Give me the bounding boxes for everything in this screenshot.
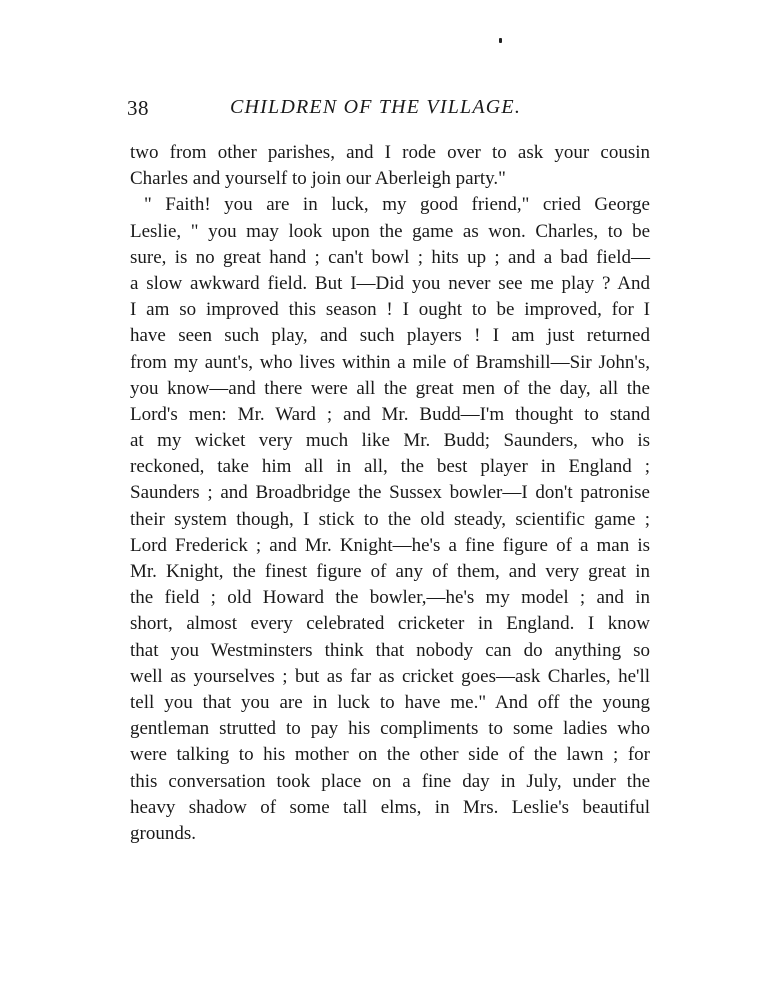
text-line: tell you that you are in luck to have me." And off the young: [130, 691, 650, 713]
text-line: reckoned, take him all in all, the best player in England ;: [130, 456, 650, 478]
body-text: [130, 140, 650, 847]
text-line: were talking to his mother on the other side of the lawn ; for: [130, 744, 650, 766]
text-line: short, almost every celebrated cricketer in England. I know: [130, 613, 650, 635]
text-line: Mr. Knight, the finest figure of any of them, and very great in: [130, 561, 650, 582]
text-line: I am so improved this season ! I ought to be improved, for I: [130, 299, 650, 321]
page-header: [127, 96, 647, 126]
text-line: two from other parishes, and I rode over to ask your cousin: [130, 142, 650, 163]
text-line: their system though, I stick to the old steady, scientific game ;: [130, 508, 650, 530]
text-line: have seen such play, and such players ! I am just returned: [130, 325, 650, 347]
text-line: you know—and there were all the great men of the day, all the: [130, 377, 650, 399]
text-line: Saunders ; and Broadbridge the Sussex bowler—I don't patronise: [130, 482, 650, 504]
text-line: sure, is no great hand ; can't bowl ; hits up ; and a bad field—: [130, 246, 650, 268]
page-number: 38: [127, 96, 149, 120]
text-line: Lord Frederick ; and Mr. Knight—he's a fine figure of a man is: [130, 534, 650, 556]
running-title: CHILDREN OF THE VILLAGE.: [230, 96, 522, 118]
text-line: Lord's men: Mr. Ward ; and Mr. Budd—I'm thought to stand: [130, 403, 650, 425]
text-line: at my wicket very much like Mr. Budd; Saunders, who is: [130, 430, 650, 452]
text-line: heavy shadow of some tall elms, in Mrs. Leslie's beautiful: [130, 796, 650, 818]
text-line: from my aunt's, who lives within a mile of Bramshill—Sir John's,: [130, 351, 650, 373]
text-line: Charles and yourself to join our Aberleigh party.": [130, 168, 506, 190]
text-line: well as yourselves ; but as far as cricket goes—ask Charles, he'll: [130, 665, 650, 687]
text-line: a slow awkward field. But I—Did you never see me play ? And: [130, 272, 650, 294]
text-line: that you Westminsters think that nobody can do anything so: [130, 639, 650, 661]
text-line: grounds.: [130, 822, 196, 844]
text-line: Leslie, " you may look upon the game as won. Charles, to be: [130, 220, 650, 242]
text-line: gentleman strutted to pay his compliments to some ladies who: [130, 718, 650, 740]
text-line: " Faith! you are in luck, my good friend," cried George: [144, 194, 650, 216]
text-line: the field ; old Howard the bowler,—he's my model ; and in: [130, 587, 650, 609]
text-line: this conversation took place on a fine day in July, under the: [130, 770, 650, 792]
print-speck: [499, 38, 502, 43]
